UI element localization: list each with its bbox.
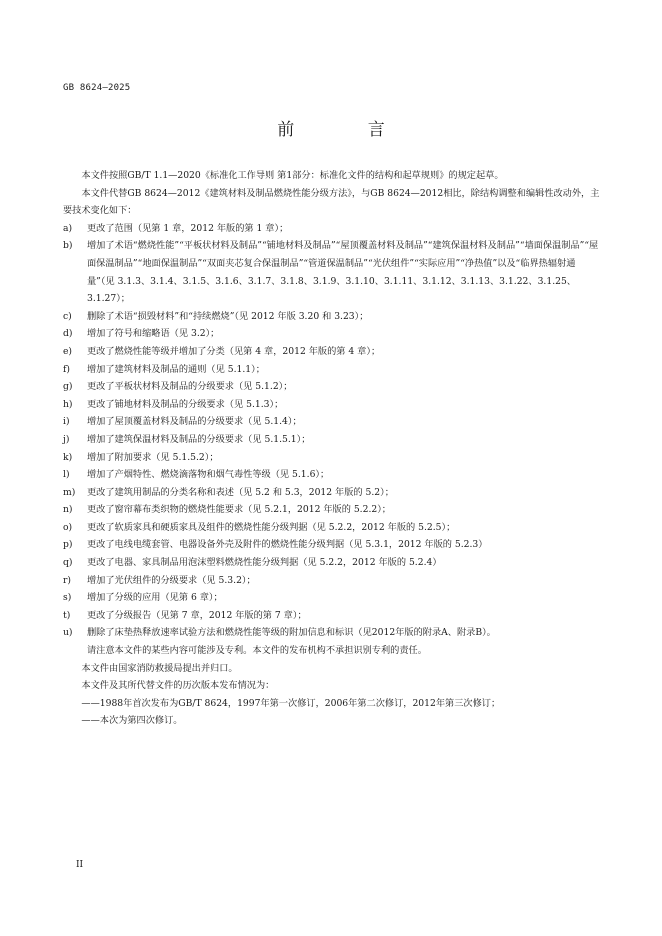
list-item-text: 增加了术语“燃烧性能”“平板状材料及制品”“铺地材料及制品”“屋顶覆盖材料及制品”“建筑保温材料及制品”“墙面保温制品”“屋面保温制品”“地面保温制品”“双面夹芯复合保温制品”“管道保温制品”“光伏组件”“实际应用”“净热值”以及“临界热辐射通量”（见 3.1.3、3.1.4、3.1.5、3.1.6、3.1.7、3.1.8、3.1.9、3.1.10、3.1.11、3.1.12、3.1.13、3.1.22、3.1.25、3.1.27）； xyxy=(87,240,599,305)
list-item xyxy=(63,343,601,361)
list-item-label: l) xyxy=(63,469,70,481)
list-item-text: 更改了铺地材料及制品的分级要求（见 5.1.3）； xyxy=(87,398,284,410)
list-item xyxy=(63,220,601,238)
change-list xyxy=(63,220,601,642)
list-item-text: 增加了产烟特性、燃烧滴落物和烟气毒性等级（见 5.1.6）； xyxy=(87,469,330,481)
list-item xyxy=(63,449,601,467)
list-item-label: c) xyxy=(63,310,72,322)
list-item xyxy=(63,501,601,519)
history-item: ——本次为第四次修订。 xyxy=(81,715,183,727)
list-item-label: h) xyxy=(63,398,73,410)
list-item-label: i) xyxy=(63,416,70,428)
list-item-label: j) xyxy=(63,433,70,445)
list-item-label: n) xyxy=(63,504,73,516)
list-item xyxy=(63,413,601,431)
list-item-label: a) xyxy=(63,222,73,234)
list-item-label: g) xyxy=(63,381,73,393)
page-number: II xyxy=(76,860,84,870)
list-item-label: o) xyxy=(63,521,73,533)
list-item-text: 删除了床垫热释放速率试验方法和燃烧性能等级的附加信息和标识（见2012年版的附录A、附录B）。 xyxy=(87,627,496,639)
list-item-text: 增加了光伏组件的分级要求（见 5.3.2）； xyxy=(87,574,256,586)
list-item-text: 增加了屋顶覆盖材料及制品的分级要求（见 5.1.4）； xyxy=(87,416,302,428)
list-item-label: u) xyxy=(63,627,73,639)
list-item xyxy=(63,607,601,625)
list-item xyxy=(63,589,601,607)
patent-notice xyxy=(63,642,601,660)
list-item-text: 增加了符号和缩略语（见 3.2）； xyxy=(87,328,220,340)
list-item-text: 更改了电器、家具制品用泡沫塑料燃烧性能分级判据（见 5.2.2，2012 年版的 5.2.4） xyxy=(87,557,442,569)
history-item: ——1988年首次发布为GB/T 8624，1997年第一次修订，2006年第二次修订，2012年第三次修订； xyxy=(81,697,501,709)
list-item-label: m) xyxy=(63,486,76,498)
closing-paragraph: 本文件由国家消防救援局提出并归口。 xyxy=(81,662,238,674)
page-title: 前 言 xyxy=(277,120,419,140)
list-item xyxy=(63,484,601,502)
list-item xyxy=(63,536,601,554)
list-item-label: d) xyxy=(63,328,73,340)
list-item-text: 增加了建筑保温材料及制品的分级要求（见 5.1.5.1）； xyxy=(87,433,311,445)
closing-paragraph: 本文件及其所代替文件的历次版本发布情况为： xyxy=(81,680,275,692)
list-item xyxy=(63,308,601,326)
list-item-text: 更改了电线电缆套管、电器设备外壳及附件的燃烧性能分级判据（见 5.3.1，2012 年版的 5.2.3） xyxy=(87,539,488,551)
list-item xyxy=(63,554,601,572)
list-item-text: 增加了建筑材料及制品的通则（见 5.1.1）； xyxy=(87,363,265,375)
list-item-label: b) xyxy=(63,240,73,252)
list-item xyxy=(63,624,601,642)
list-item-label: p) xyxy=(63,539,73,551)
list-item-label: q) xyxy=(63,557,73,569)
patent-notice-text: 请注意本文件的某些内容可能涉及专利。本文件的发布机构不承担识别专利的责任。 xyxy=(87,645,427,657)
list-item-label: t) xyxy=(63,609,71,621)
list-item-text: 增加了附加要求（见 5.1.5.2）； xyxy=(87,451,219,463)
list-item-label: f) xyxy=(63,363,70,375)
document-code: GB 8624—2025 xyxy=(63,83,131,93)
list-item-text: 更改了燃烧性能等级并增加了分类（见第 4 章，2012 年版的第 4 章）； xyxy=(87,345,381,357)
document-body xyxy=(63,167,601,730)
list-item-label: e) xyxy=(63,345,73,357)
list-item-text: 更改了软质家具和硬质家具及组件的燃烧性能分级判据（见 5.2.2，2012 年版的 5.2.5）； xyxy=(87,521,456,533)
list-item-text: 更改了建筑用制品的分类名称和表述（见 5.2 和 5.3，2012 年版的 5.2）； xyxy=(87,486,394,498)
list-item xyxy=(63,572,601,590)
intro-paragraph: 本文件按照GB/T 1.1—2020《标准化工作导则 第1部分：标准化文件的结构和起草规则》的规定起草。 xyxy=(81,170,504,181)
intro-paragraph: 本文件代替GB 8624—2012《建筑材料及制品燃烧性能分级方法》，与GB 8624—2012相比，除结构调整和编辑性改动外，主要技术变化如下： xyxy=(63,187,600,217)
list-item xyxy=(63,361,601,379)
list-item-label: s) xyxy=(63,592,72,604)
list-item xyxy=(63,431,601,449)
list-item-label: k) xyxy=(63,451,73,463)
list-item xyxy=(63,519,601,537)
list-item xyxy=(63,325,601,343)
list-item xyxy=(63,378,601,396)
list-item-text: 更改了窗帘幕布类织物的燃烧性能要求（见 5.2.1，2012 年版的 5.2.2）； xyxy=(87,504,391,516)
list-item xyxy=(63,396,601,414)
list-item-text: 删除了术语“损毁材料”和“持续燃烧”（见 2012 年版 3.20 和 3.23）； xyxy=(87,310,369,322)
list-item-label: r) xyxy=(63,574,71,586)
list-item-text: 更改了范围（见第 1 章，2012 年版的第 1 章）； xyxy=(87,222,289,234)
list-item xyxy=(63,466,601,484)
list-item-text: 更改了分级报告（见第 7 章，2012 年版的第 7 章）； xyxy=(87,609,307,621)
list-item-text: 增加了分级的应用（见第 6 章）； xyxy=(87,592,223,604)
list-item xyxy=(63,237,601,307)
list-item-text: 更改了平板状材料及制品的分级要求（见 5.1.2）； xyxy=(87,381,293,393)
